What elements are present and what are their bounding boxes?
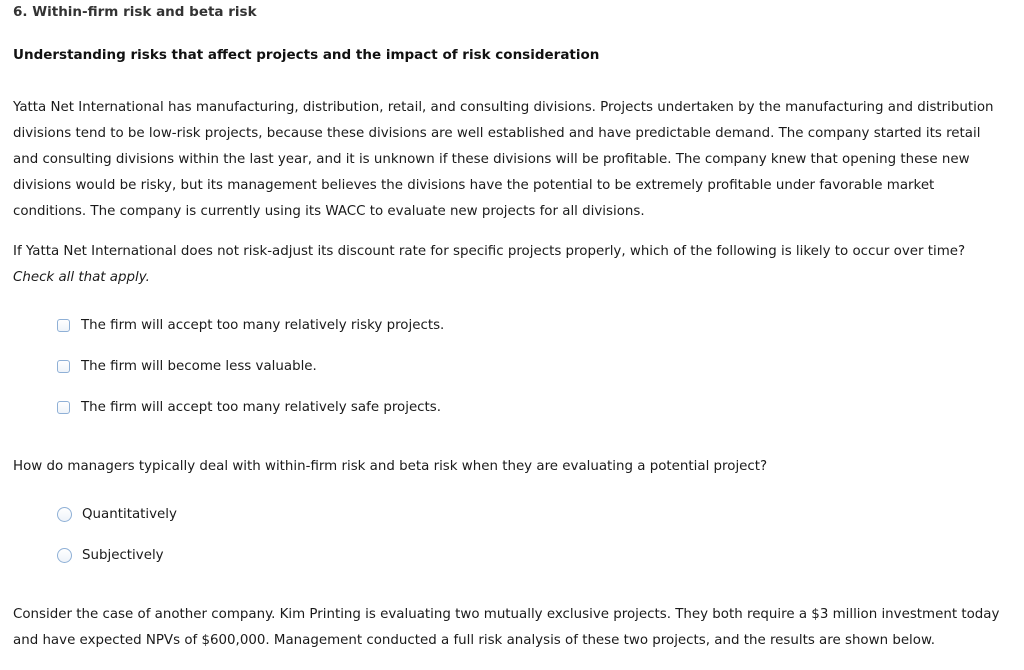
question-1-instruction: Check all that apply.	[13, 270, 150, 285]
case-paragraph: Consider the case of another company. Kim Printing is evaluating two mutually exclusive projects. They both require a $3 million investment today and have expected NPVs of $600,000. Management conducted a full risk analysis of these two projects, and the results are shown below.	[13, 607, 1000, 648]
option-risky-projects[interactable]	[57, 315, 444, 335]
radio-button[interactable]	[57, 548, 72, 563]
checkbox[interactable]	[57, 401, 70, 414]
option-label: Quantitatively	[82, 506, 177, 522]
option-label: Subjectively	[82, 547, 164, 563]
question-1-text: If Yatta Net International does not risk-adjust its discount rate for specific projects properly, which of the following is likely to occur over time?	[13, 244, 966, 259]
option-label: The firm will accept too many relatively risky projects.	[81, 317, 445, 333]
checkbox[interactable]	[57, 360, 70, 373]
option-subjectively[interactable]	[57, 545, 177, 565]
option-label: The firm will become less valuable.	[81, 358, 317, 374]
radio-group	[57, 504, 177, 586]
option-less-valuable[interactable]	[57, 356, 444, 376]
question-1-prompt	[13, 239, 1003, 291]
checkbox-group	[57, 315, 444, 438]
intro-paragraph: Yatta Net International has manufacturing, distribution, retail, and consulting divisions. Projects undertaken by the manufacturing and distribution divisions tend to be low-risk projects, because these divisions are well established and have predictable demand. The company started its retail and consulting divisions within the last year, and it is unknown if these divisions will be profitable. The company knew that opening these new divisions would be risky, but its management believes the divisions have the potential to be extremely profitable under favorable market conditions. The company is currently using its WACC to evaluate new projects for all divisions.	[13, 100, 994, 219]
option-safe-projects[interactable]	[57, 397, 444, 417]
checkbox[interactable]	[57, 319, 70, 332]
section-heading: Understanding risks that affect projects and the impact of risk consideration	[13, 47, 600, 63]
option-label: The firm will accept too many relatively safe projects.	[81, 399, 442, 415]
question-title: 6. Within-firm risk and beta risk	[13, 4, 257, 20]
option-quantitatively[interactable]	[57, 504, 177, 524]
radio-button[interactable]	[57, 507, 72, 522]
question-2-prompt: How do managers typically deal with within-firm risk and beta risk when they are evaluating a potential project?	[13, 459, 768, 474]
